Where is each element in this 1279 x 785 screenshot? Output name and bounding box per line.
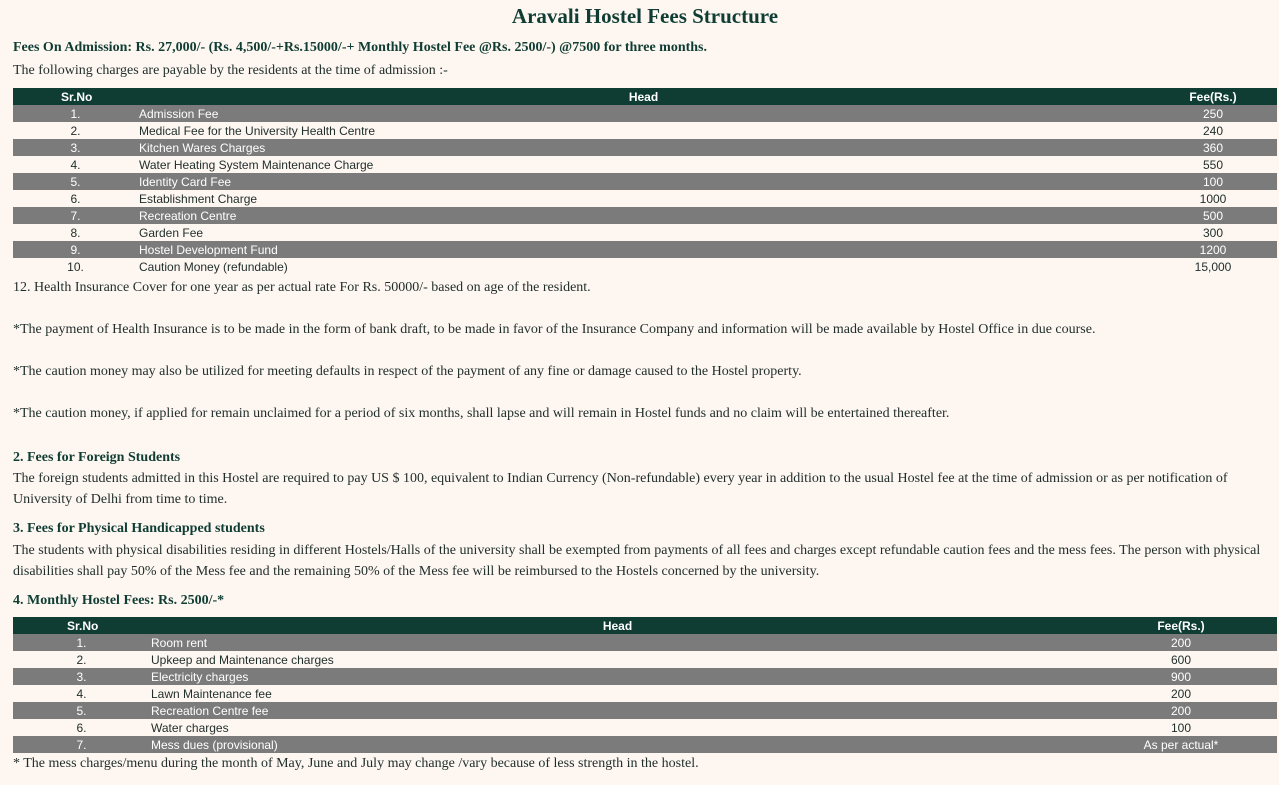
srno-cell: 9. bbox=[13, 241, 138, 258]
srno-cell: 7. bbox=[13, 736, 150, 753]
head-cell: Garden Fee bbox=[139, 225, 204, 240]
srno-cell: 1. bbox=[13, 634, 150, 651]
srno-cell: 6. bbox=[70, 191, 81, 206]
monthly-fees-table bbox=[13, 617, 1277, 753]
table-row bbox=[13, 207, 1277, 224]
srno-cell: 10. bbox=[67, 259, 84, 274]
srno-cell: 3. bbox=[13, 668, 150, 685]
table-row bbox=[13, 241, 1277, 258]
table-row bbox=[13, 105, 1277, 122]
fee-cell: 200 bbox=[1170, 686, 1192, 701]
fee-cell: 240 bbox=[1202, 123, 1224, 138]
column-header-head: Head bbox=[150, 617, 1085, 634]
column-header-srno: Sr.No bbox=[13, 88, 138, 105]
column-header-fee: Fee(Rs.) bbox=[1149, 88, 1277, 105]
head-cell: Lawn Maintenance fee bbox=[151, 686, 272, 701]
table-row bbox=[13, 736, 1277, 753]
srno-cell: 3. bbox=[13, 139, 138, 156]
table-row bbox=[13, 668, 1277, 685]
table-row bbox=[13, 156, 1277, 173]
head-cell: Identity Card Fee bbox=[138, 173, 1149, 190]
intro-text: The following charges are payable by the residents at the time of admission :- bbox=[13, 63, 448, 78]
page-title: Aravali Hostel Fees Structure bbox=[511, 4, 779, 28]
srno-cell: 1. bbox=[13, 105, 138, 122]
fee-cell: 100 bbox=[1170, 720, 1192, 735]
fee-cell: 900 bbox=[1085, 668, 1277, 685]
note-caution-money-lapse: *The caution money, if applied for remain unclaimed for a period of six months, shall lapse and will remain in Hostel funds and no claim will be entertained thereafter. bbox=[13, 406, 950, 421]
srno-cell: 7. bbox=[13, 207, 138, 224]
note-health-insurance: *The payment of Health Insurance is to be made in the form of bank draft, to be made in favor of the Insurance Company and information will be made available by Hostel Office in due course. bbox=[13, 322, 1096, 337]
head-cell: Medical Fee for the University Health Centre bbox=[139, 123, 376, 138]
table-row bbox=[13, 651, 1277, 668]
column-header-head: Head bbox=[138, 88, 1149, 105]
srno-cell: 6. bbox=[76, 720, 87, 735]
fee-cell: 100 bbox=[1149, 173, 1277, 190]
head-cell: Electricity charges bbox=[150, 668, 1085, 685]
column-header-srno: Sr.No bbox=[13, 617, 150, 634]
fee-cell: 1000 bbox=[1199, 191, 1227, 206]
table-row bbox=[13, 139, 1277, 156]
table-row bbox=[13, 190, 1277, 207]
foreign-students-heading: 2. Fees for Foreign Students bbox=[13, 450, 181, 465]
srno-cell: 4. bbox=[76, 686, 87, 701]
fee-cell: 500 bbox=[1149, 207, 1277, 224]
table-row bbox=[13, 258, 1277, 275]
head-cell: Mess dues (provisional) bbox=[150, 736, 1085, 753]
head-cell: Kitchen Wares Charges bbox=[138, 139, 1149, 156]
table-row bbox=[13, 719, 1277, 736]
insurance-text: 12. Health Insurance Cover for one year as per actual rate For Rs. 50000/- based on age of the resident. bbox=[13, 280, 591, 295]
srno-cell: 2. bbox=[70, 123, 81, 138]
page-content bbox=[13, 0, 1277, 774]
table-row bbox=[13, 224, 1277, 241]
admission-fees-line: Fees On Admission: Rs. 27,000/- (Rs. 4,500/-+Rs.15000/-+ Monthly Hostel Fee @Rs. 2500/-) @7500 for three months. bbox=[13, 40, 708, 55]
fee-cell: 300 bbox=[1202, 225, 1224, 240]
handicapped-students-heading: 3. Fees for Physical Handicapped students bbox=[13, 521, 265, 536]
monthly-fees-heading: 4. Monthly Hostel Fees: Rs. 2500/-* bbox=[13, 593, 225, 608]
table-header-row bbox=[13, 617, 1277, 634]
fee-cell: 200 bbox=[1085, 634, 1277, 651]
head-cell: Water Heating System Maintenance Charge bbox=[139, 157, 374, 172]
fee-cell: 550 bbox=[1202, 157, 1224, 172]
table-row bbox=[13, 122, 1277, 139]
fee-cell: 250 bbox=[1149, 105, 1277, 122]
note-caution-money-defaults: *The caution money may also be utilized for meeting defaults in respect of the payment of any fine or damage caused to the Hostel property. bbox=[13, 364, 802, 379]
column-header-fee: Fee(Rs.) bbox=[1085, 617, 1277, 634]
srno-cell: 8. bbox=[70, 225, 81, 240]
head-cell: Establishment Charge bbox=[139, 191, 258, 206]
fee-cell: As per actual* bbox=[1085, 736, 1277, 753]
admission-fees-table bbox=[13, 88, 1277, 275]
fee-cell: 600 bbox=[1170, 652, 1192, 667]
mess-footnote: * The mess charges/menu during the month of May, June and July may change /vary because of less strength in the hostel. bbox=[13, 756, 699, 771]
srno-cell: 5. bbox=[13, 173, 138, 190]
foreign-students-text: The foreign students admitted in this Hostel are required to pay US $ 100, equivalent to Indian Currency (Non-refundable) every year in addition to the usual Hostel fee at the time of admission or as per notification of University of Delhi from time to time. bbox=[13, 471, 1228, 507]
fee-cell: 200 bbox=[1085, 702, 1277, 719]
table-row bbox=[13, 634, 1277, 651]
table-row bbox=[13, 685, 1277, 702]
table-row bbox=[13, 702, 1277, 719]
head-cell: Upkeep and Maintenance charges bbox=[151, 652, 334, 667]
srno-cell: 5. bbox=[13, 702, 150, 719]
handicapped-students-text: The students with physical disabilities residing in different Hostels/Halls of the university shall be exempted from payments of all fees and charges except refundable caution fees and the mess fees. The person with physical disabilities shall pay 50% of the Mess fee and the remaining 50% of the Mess fee will be reimbursed to the Hostels concerned by the university. bbox=[13, 543, 1261, 579]
head-cell: Recreation Centre bbox=[138, 207, 1149, 224]
srno-cell: 4. bbox=[70, 157, 81, 172]
head-cell: Caution Money (refundable) bbox=[139, 259, 288, 274]
head-cell: Water charges bbox=[151, 720, 229, 735]
srno-cell: 2. bbox=[76, 652, 87, 667]
head-cell: Room rent bbox=[150, 634, 1085, 651]
fee-cell: 1200 bbox=[1149, 241, 1277, 258]
head-cell: Admission Fee bbox=[138, 105, 1149, 122]
table-row bbox=[13, 173, 1277, 190]
head-cell: Recreation Centre fee bbox=[150, 702, 1085, 719]
fee-cell: 360 bbox=[1149, 139, 1277, 156]
table-header-row bbox=[13, 88, 1277, 105]
fee-cell: 15,000 bbox=[1194, 259, 1232, 274]
head-cell: Hostel Development Fund bbox=[138, 241, 1149, 258]
